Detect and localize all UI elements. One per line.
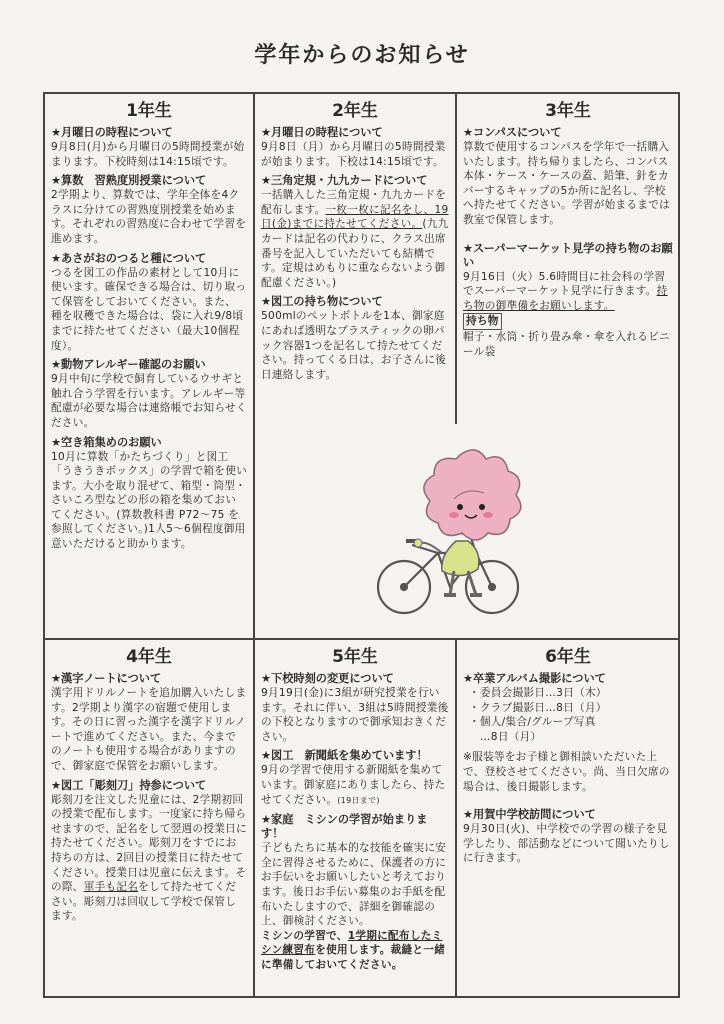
schedule-item: …8日（月） bbox=[469, 730, 542, 743]
grade-heading: 2年生 bbox=[332, 101, 378, 121]
section-title: ★図工の持ち物について bbox=[261, 295, 383, 309]
section-title: ★あさがおのつると種について bbox=[51, 251, 207, 265]
section-title: ★家庭 ミシンの学習が始まります！ bbox=[261, 813, 428, 841]
emphasis-text: 持ち物の御準備をお願いします。 bbox=[463, 285, 668, 312]
section-title: ★用賀中学校訪問について bbox=[463, 808, 596, 822]
section-body-text: を使用します。裁縫と一緒に準備しておいてください。 bbox=[261, 944, 446, 971]
grade-6-section bbox=[457, 640, 679, 998]
section-body: 10月に算数「かたちづくり」と図工「うきうきボックス」の学習で箱を使います。大小を取り混ぜて、箱型・筒型・さいころ型などの形の箱を集めておいてください。(算数教科書 P72～75 を参照してください。)1人5～6個程度御用意いただけると助かります。 bbox=[51, 450, 247, 551]
section-title: ★下校時刻の変更について bbox=[261, 672, 394, 685]
section-body-text: 9月16日（火）5.6時間目に社会科の学習でスーパーマーケット見学に行きます。 bbox=[463, 270, 666, 298]
notice-grid bbox=[43, 92, 680, 998]
emphasis-text: 軍手も記名 bbox=[83, 881, 139, 894]
section-body: 9月30日(火)、中学校での学習の様子を見学したり、部活動などについて聞いたりしに行きます。 bbox=[463, 823, 670, 865]
section-title: ★空き箱集めのお願い bbox=[51, 435, 162, 449]
section-title: ★卒業アルバム撮影について bbox=[463, 672, 606, 685]
grade-2-section bbox=[255, 94, 455, 454]
section-body: 9月8日(月)から月曜日の5時間授業が始まります。下校時刻は14:15頃です。 bbox=[51, 141, 245, 168]
section-body: 漢字用ドリルノートを追加購入いたします。2学期より漢字の宿題で使用します。その日に習った漢字を漢字ドリルノートで進めてください。また、今までのノートも使用する場合がありますので、御家庭で保管をお願いします。 bbox=[51, 687, 247, 772]
section-title: ★動物アレルギー確認のお願い bbox=[51, 358, 206, 372]
section-body-text: ミシンの学習で、 bbox=[261, 929, 348, 942]
section-title: ★算数 習熟度別授業について bbox=[51, 174, 207, 188]
section-title: ★月曜日の時程について bbox=[51, 126, 173, 139]
items-list: 帽子・水筒・折り畳み傘・傘を入れるビニール袋 bbox=[463, 330, 670, 358]
section-body: 9月中旬に学校で飼育しているウサギと触れ合う学習を行います。アレルギー等配慮が必要な場合は連絡帳でお知らせください。 bbox=[51, 373, 247, 429]
items-label: 持ち物 bbox=[463, 313, 502, 330]
section-title: ★月曜日の時程について bbox=[261, 126, 383, 139]
grade-4-section bbox=[45, 640, 253, 998]
emphasis-text: 一枚一枚に記名をし、19日(金)までに持たせてください。 bbox=[261, 203, 449, 231]
grade-1-section bbox=[45, 94, 253, 638]
grade-heading: 1年生 bbox=[126, 101, 172, 121]
section-title: ★漢字ノートについて bbox=[51, 672, 162, 685]
page-title: 学年からのお知らせ bbox=[254, 43, 470, 68]
items-row bbox=[463, 313, 673, 330]
section-body: 9月8日（月）から月曜日の5時間授業が始まります。下校は14:15頃です。 bbox=[261, 141, 446, 168]
section-body-text: (九九カードは記名の代わりに、クラス出席番号を記入していただいても結構です。定規はめもりに重ならないよう御配慮ください。) bbox=[261, 218, 449, 289]
section-note: (19日まで) bbox=[337, 795, 380, 805]
schedule-item: ・委員会撮影日…3日（木） bbox=[469, 687, 607, 699]
section-body-text: をして持たせてください。彫刻刀は回収して学校で保管します。 bbox=[51, 881, 237, 923]
schedule-item: ・クラブ撮影日…8日（月） bbox=[469, 701, 607, 714]
grade-heading: 3年生 bbox=[545, 101, 591, 121]
grade-heading: 6年生 bbox=[545, 647, 591, 667]
section-title: ★図工「彫刻刀」持参について bbox=[51, 778, 207, 792]
section-body: 子どもたちに基本的な技能を確実に安全に習得させるために、保護者の方にお手伝いをお願いしたいと考えております。後日お手伝い募集のお手紙を配布いたしますので、詳細を御確認の上、御検討ください。 bbox=[261, 842, 447, 928]
grade-heading: 5年生 bbox=[332, 647, 378, 667]
schedule-item: ・個人/集合/グループ写真 bbox=[469, 716, 596, 729]
emphasis-text: 1学期に配布したミシン練習布 bbox=[261, 929, 443, 957]
section-body bbox=[261, 763, 449, 808]
section-body bbox=[463, 270, 673, 314]
section-body: 2学期より、算数では、学年全体を4クラスに分けての習熟度別授業を始めます。それぞれの習熟度に合わせて学習を進めます。 bbox=[51, 189, 247, 245]
section-title: ★コンパスについて bbox=[463, 126, 562, 139]
section-body-text: 彫刻刀を注文した児童には、2学期初回の授業で配布します。一度家に持ち帰らせますので、記名をして翌週の授業日に持たせてください。彫刻刀をすでにお持ちの方は、2回目の授業日に持たせてください。授業日は児童に伝えます。その際、 bbox=[51, 793, 247, 894]
section-body bbox=[261, 188, 449, 290]
section-body: 500mlのペットボトルを1本、御家庭にあれば透明なプラスティックの卵パック容器1つを記名して持たせてください。持ってくる日は、お子さんに後日連絡します。 bbox=[261, 310, 447, 381]
grade-heading: 4年生 bbox=[126, 647, 172, 667]
grade-5-section bbox=[255, 640, 455, 998]
section-body: 9月19日(金)に3組が研究授業を行います。それに伴い、3組は5時間授業後の下校となりますので御承知おきください。 bbox=[261, 687, 449, 743]
section-body bbox=[261, 929, 449, 973]
section-body: つるを図工の作品の素材として10月に使います。確保できる場合は、切り取って保管をしておいてください。また、種を収穫できた場合は、袋に入れ9/8頃までに持たせてください（最大10個程度）。 bbox=[51, 266, 247, 352]
section-title: ★三角定規・九九カードについて bbox=[261, 174, 428, 188]
section-body: 算数で使用するコンパスを学年で一括購入いたします。持ち帰りましたら、コンパス本体・ケース・ケースの蓋、鉛筆、針をカバーするキャップの5か所に記名し、学校へ持たせてください。学習が始まるまでは教室で保管します。 bbox=[463, 141, 670, 226]
section-body-text: 一括購入した三角定規・九九カードを配布します。 bbox=[261, 189, 447, 216]
section-body bbox=[51, 793, 247, 924]
grade-3-section bbox=[457, 94, 679, 424]
section-title: ★スーパーマーケット見学の持ち物のお願い bbox=[463, 241, 673, 269]
flower-character-icon bbox=[414, 450, 521, 595]
section-body-text: 9月の学習で使用する新聞紙を集めています。御家庭にありましたら、持たせてください。 bbox=[261, 764, 446, 806]
flower-bicycle-illustration bbox=[372, 445, 542, 625]
section-title: ★図工 新聞紙を集めています！ bbox=[261, 749, 428, 763]
section-note: ※服装等をお子様と御相談いただいた上で、登校させてください。尚、当日欠席の場合は、後日撮影します。 bbox=[463, 751, 670, 793]
